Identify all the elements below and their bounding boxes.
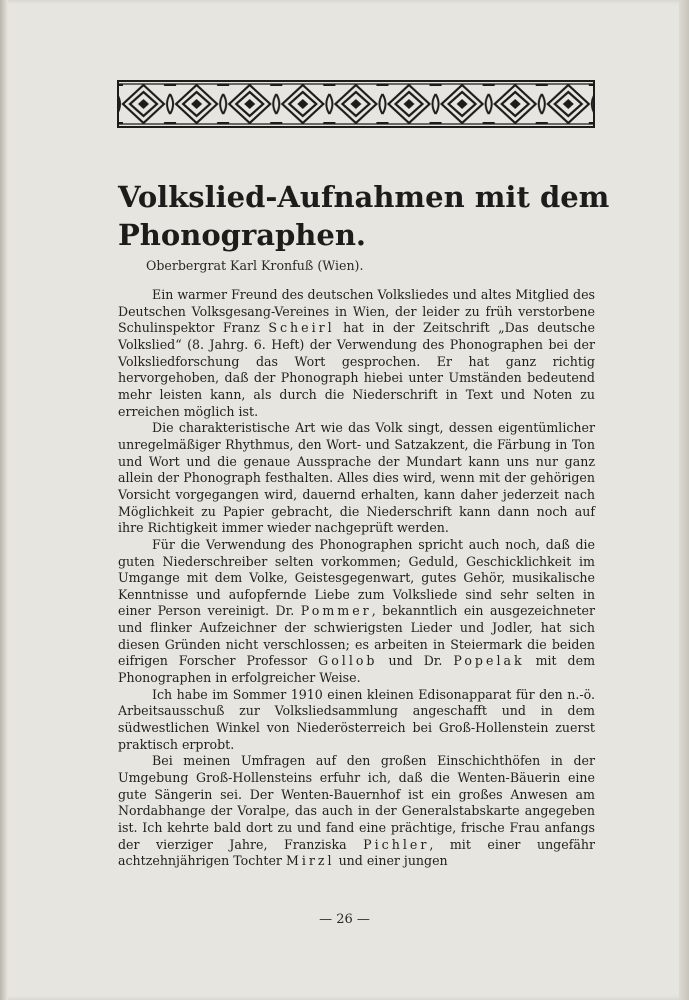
paragraph-text: Ein warmer Freund des deutschen Volksliedes und altes Mitglied des Deutschen Volksgesang-Vereines in Wien, der leider zu früh verstorbene Schulinspektor Franz: [118, 287, 595, 336]
paragraph-text: und Dr.: [377, 653, 454, 669]
page-number: — 26 —: [319, 912, 370, 927]
body-paragraph: [118, 537, 595, 687]
author-line: Oberbergrat Karl Kronfuß (Wien).: [146, 258, 364, 273]
paragraph-text: Ich habe im Sommer 1910 einen kleinen Edisonapparat für den n.-ö. Arbeitsausschuß zur Volksliedsammlung angeschafft und in dem südwestlichen Winkel von Niederösterreich bei Groß-Hollenstein zuerst praktisch erprobt.: [118, 686, 595, 752]
paragraph-text: hat in der Zeitschrift „Das deutsche Volkslied“ (8. Jahrg. 6. Heft) der Verwendung des Phonographen bei der Volksliedforschung das Wort gesprochen. Er hat ganz richtig hervorgehoben, daß der Phonograph hiebei unter Umständen bedeutend mehr leisten kann, als durch die Niederschrift in Text und Noten zu erreichen möglich ist.: [118, 320, 595, 419]
spaced-name: Pommer: [300, 603, 372, 619]
body-paragraph: [118, 287, 595, 420]
spaced-name: Scheirl: [268, 320, 335, 336]
article-title: Volkslied-Aufnahmen mit dem Phonographen.: [118, 180, 610, 252]
paragraph-text: mit dem Phonographen in erfolgreicher Weise.: [118, 653, 596, 686]
page-spine-shadow: [0, 0, 8, 1000]
body-paragraph: [118, 420, 595, 537]
paragraph-text: und einer jungen: [334, 853, 448, 869]
body-paragraph: [118, 753, 595, 870]
spaced-name: Mirzl: [285, 853, 335, 869]
page-edge: [679, 0, 689, 1000]
paragraph-text: , bekanntlich ein ausgezeichneter und flinker Aufzeichner der schwierigsten Lieder und Jodler, hat sich diesen Gründen nicht verschlossen; es arbeiten in Steiermark die beiden eifrigen Forscher Professor: [118, 603, 595, 669]
paragraph-text: Die charakteristische Art wie das Volk singt, dessen eigentümlicher unregelmäßiger Rhythmus, den Wort- und Satzakzent, die Färbung in Ton und Wort und die genaue Aussprache der Mundart kann uns nur ganz allein der Phonograph festhalten. Alles dies wird, wenn mit der gehörigen Vorsicht vorgegangen wird, dauernd erhalten, kann daher jederzeit nach Möglichkeit zu Papier gebracht, die Niederschrift kann dann noch auf ihre Richtigkeit immer wieder nachgeprüft werden.: [118, 420, 595, 536]
paragraph-text: Bei meinen Umfragen auf den großen Einschichthöfen in der Umgebung Groß-Hollensteins erfuhr ich, daß die Wenten-Bäuerin eine gute Sängerin sei. Der Wenten-Bauernhof ist ein großes Anwesen am Nordabhange der Voralpe, das auch in der Generalstabskarte angegeben ist. Ich kehrte bald dort zu und fand eine prächtige, frische Frau anfangs der vierziger Jahre, Franziska: [118, 753, 595, 852]
article-body: [118, 287, 595, 870]
paragraph-text: , mit einer ungefähr achtzehnjährigen Tochter: [118, 836, 595, 869]
spaced-name: Popelak: [453, 653, 525, 669]
spaced-name: Gollob: [318, 653, 378, 669]
body-paragraph: [118, 687, 595, 754]
paragraph-text: Für die Verwendung des Phonographen spricht auch noch, daß die guten Niederschreiber selten vorkommen; Geduld, Geschicklichkeit im Umgange mit dem Volke, Geistesgegenwart, gutes Gehör, musikalische Kenntnisse und aufopfernde Liebe zum Volksliede sind sehr selten in einer Person vereinigt. Dr.: [118, 536, 595, 619]
spaced-name: Pichler: [363, 836, 430, 852]
decorative-border-ornament: [117, 80, 595, 128]
